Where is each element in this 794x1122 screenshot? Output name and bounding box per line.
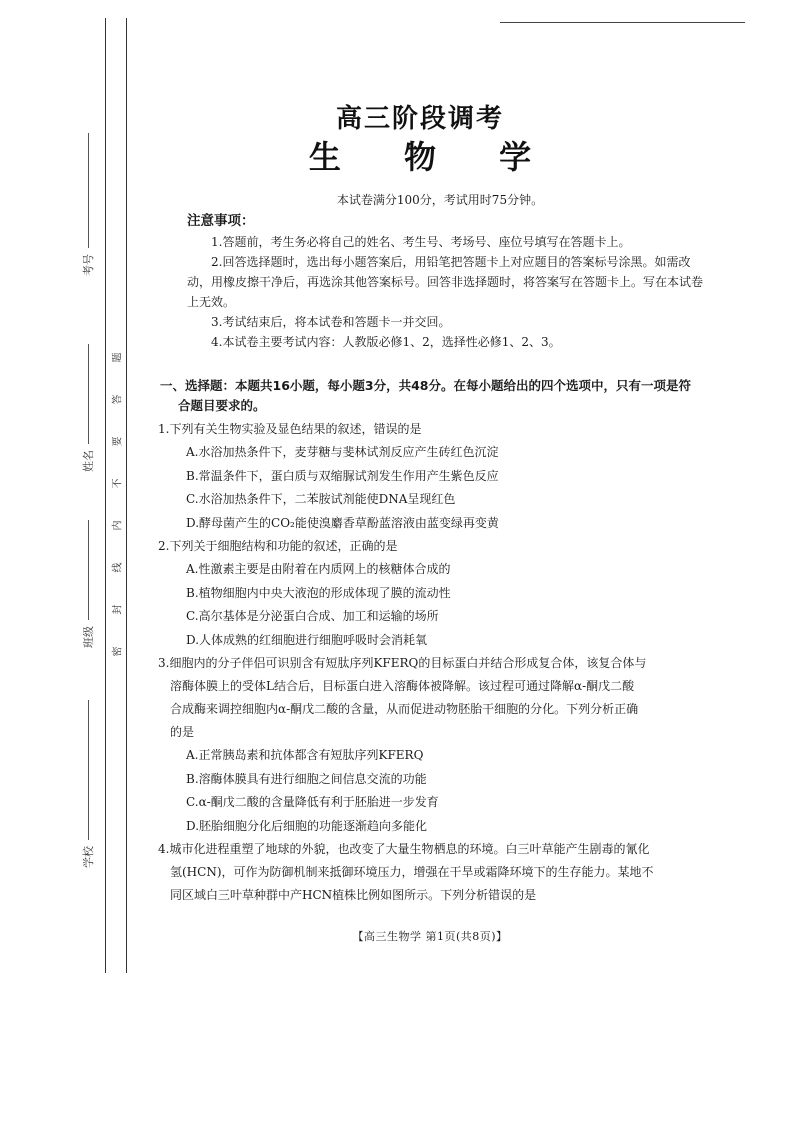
stem-line: 合成酶来调控细胞内α-酮戊二酸的含量，从而促进动物胚胎干细胞的分化。下列分析正确 — [170, 702, 639, 716]
exam-number-line — [88, 133, 89, 248]
stem-line: 溶酶体膜上的受体L结合后，目标蛋白进入溶酶体被降解。该过程可通过降解α-酮戊二酸 — [170, 679, 635, 693]
stem-line: 1.下列有关生物实验及显色结果的叙述，错误的是 — [158, 422, 422, 436]
option-a[interactable]: A.水浴加热条件下，麦芽糖与斐林试剂反应产生砖红色沉淀 — [186, 445, 499, 459]
school-field[interactable] — [78, 846, 98, 868]
class-label: 班级 — [82, 626, 95, 648]
seal-char: 密 — [112, 646, 124, 657]
notice-item: 3.考试结束后，将本试卷和答题卡一并交回。 — [211, 315, 451, 329]
seal-char: 题 — [112, 352, 124, 363]
school-line — [88, 700, 89, 840]
stem-line: 的是 — [170, 725, 195, 739]
page-footer: 【高三生物学 第1页(共8页)】 — [352, 930, 508, 943]
notice-list — [187, 232, 707, 352]
question-stem — [158, 418, 728, 441]
option-c[interactable]: C.水浴加热条件下，二苯胺试剂能使DNA呈现红色 — [186, 492, 456, 506]
name-label: 姓名 — [82, 450, 95, 472]
stem-line: 4.城市化进程重塑了地球的外貌，也改变了大量生物栖息的环境。白三叶草能产生剧毒的氰化 — [158, 842, 650, 856]
section-heading-line: 一、选择题：本题共16小题，每小题3分，共48分。在每小题给出的四个选项中，只有一项是符 — [160, 378, 691, 393]
question-stem — [158, 535, 728, 558]
school-label: 学校 — [82, 846, 95, 868]
notice-heading: 注意事项： — [187, 213, 255, 229]
binding-line-inner — [126, 18, 127, 973]
seal-char: 要 — [112, 436, 124, 447]
exam-info: 本试卷满分100分，考试用时75分钟。 — [336, 193, 544, 207]
name-line — [88, 344, 89, 444]
question-stem — [158, 838, 728, 907]
stem-line: 3.细胞内的分子伴侣可识别含有短肽序列KFERQ的目标蛋白并结合形成复合体，该复合体与 — [158, 656, 647, 670]
notice-item: 4.本试卷主要考试内容：人教版必修1、2，选择性必修1、2、3。 — [211, 335, 561, 349]
stem-line: 2.下列关于细胞结构和功能的叙述，正确的是 — [158, 539, 398, 553]
question-3 — [158, 652, 728, 838]
option-b[interactable]: B.常温条件下，蛋白质与双缩脲试剂发生作用产生紫色反应 — [186, 468, 499, 483]
option-c[interactable]: C.α-酮戊二酸的含量降低有利于胚胎进一步发育 — [186, 795, 439, 809]
option-d[interactable]: D.酵母菌产生的CO₂能使溴麝香草酚蓝溶液由蓝变绿再变黄 — [186, 515, 499, 530]
seal-char: 封 — [112, 604, 124, 615]
class-line — [88, 520, 89, 620]
subject-title: 生 物 学 — [308, 138, 558, 176]
option-d[interactable]: D.胚胎细胞分化后细胞的功能逐渐趋向多能化 — [186, 818, 428, 833]
question-1 — [158, 418, 728, 535]
question-4 — [158, 838, 728, 907]
binding-line-outer — [105, 18, 106, 973]
section-heading-line: 合题目要求的。 — [178, 398, 266, 413]
exam-title: 高三阶段调考 — [335, 104, 504, 134]
seal-char: 不 — [112, 478, 124, 489]
exam-number-label: 考号 — [82, 254, 95, 276]
question-stem — [158, 652, 728, 744]
stem-line: 氢(HCN)，可作为防御机制来抵御环境压力，增强在干旱或霜降环境下的生存能力。某地不 — [170, 865, 654, 879]
section-heading — [160, 376, 725, 416]
option-b[interactable]: B.溶酶体膜具有进行细胞之间信息交流的功能 — [186, 771, 427, 786]
seal-char: 内 — [112, 520, 124, 531]
option-a[interactable]: A.性激素主要是由附着在内质网上的核糖体合成的 — [186, 562, 451, 576]
option-b[interactable]: B.植物细胞内中央大液泡的形成体现了膜的流动性 — [186, 585, 451, 600]
notice-item: 2.回答选择题时，选出每小题答案后，用铅笔把答题卡上对应题目的答案标号涂黑。如需改动，用橡皮擦干净后，再选涂其他答案标号。回答非选择题时，将答案写在答题卡上。写在本试卷上无效。 — [187, 255, 704, 309]
stem-line: 同区域白三叶草种群中产HCN植株比例如图所示。下列分析错误的是 — [170, 888, 537, 902]
question-list — [158, 418, 728, 907]
class-field[interactable] — [78, 626, 98, 648]
name-field[interactable] — [78, 450, 98, 472]
question-2 — [158, 535, 728, 652]
option-d[interactable]: D.人体成熟的红细胞进行细胞呼吸时会消耗氧 — [186, 632, 428, 647]
exam-number-field[interactable] — [78, 254, 98, 276]
top-rule — [500, 22, 745, 23]
option-a[interactable]: A.正常胰岛素和抗体都含有短肽序列KFERQ — [186, 748, 424, 762]
option-c[interactable]: C.高尔基体是分泌蛋白合成、加工和运输的场所 — [186, 609, 439, 623]
seal-char: 答 — [112, 394, 124, 405]
notice-item: 1.答题前，考生务必将自己的姓名、考生号、考场号、座位号填写在答题卡上。 — [211, 235, 631, 249]
seal-char: 线 — [112, 562, 124, 573]
